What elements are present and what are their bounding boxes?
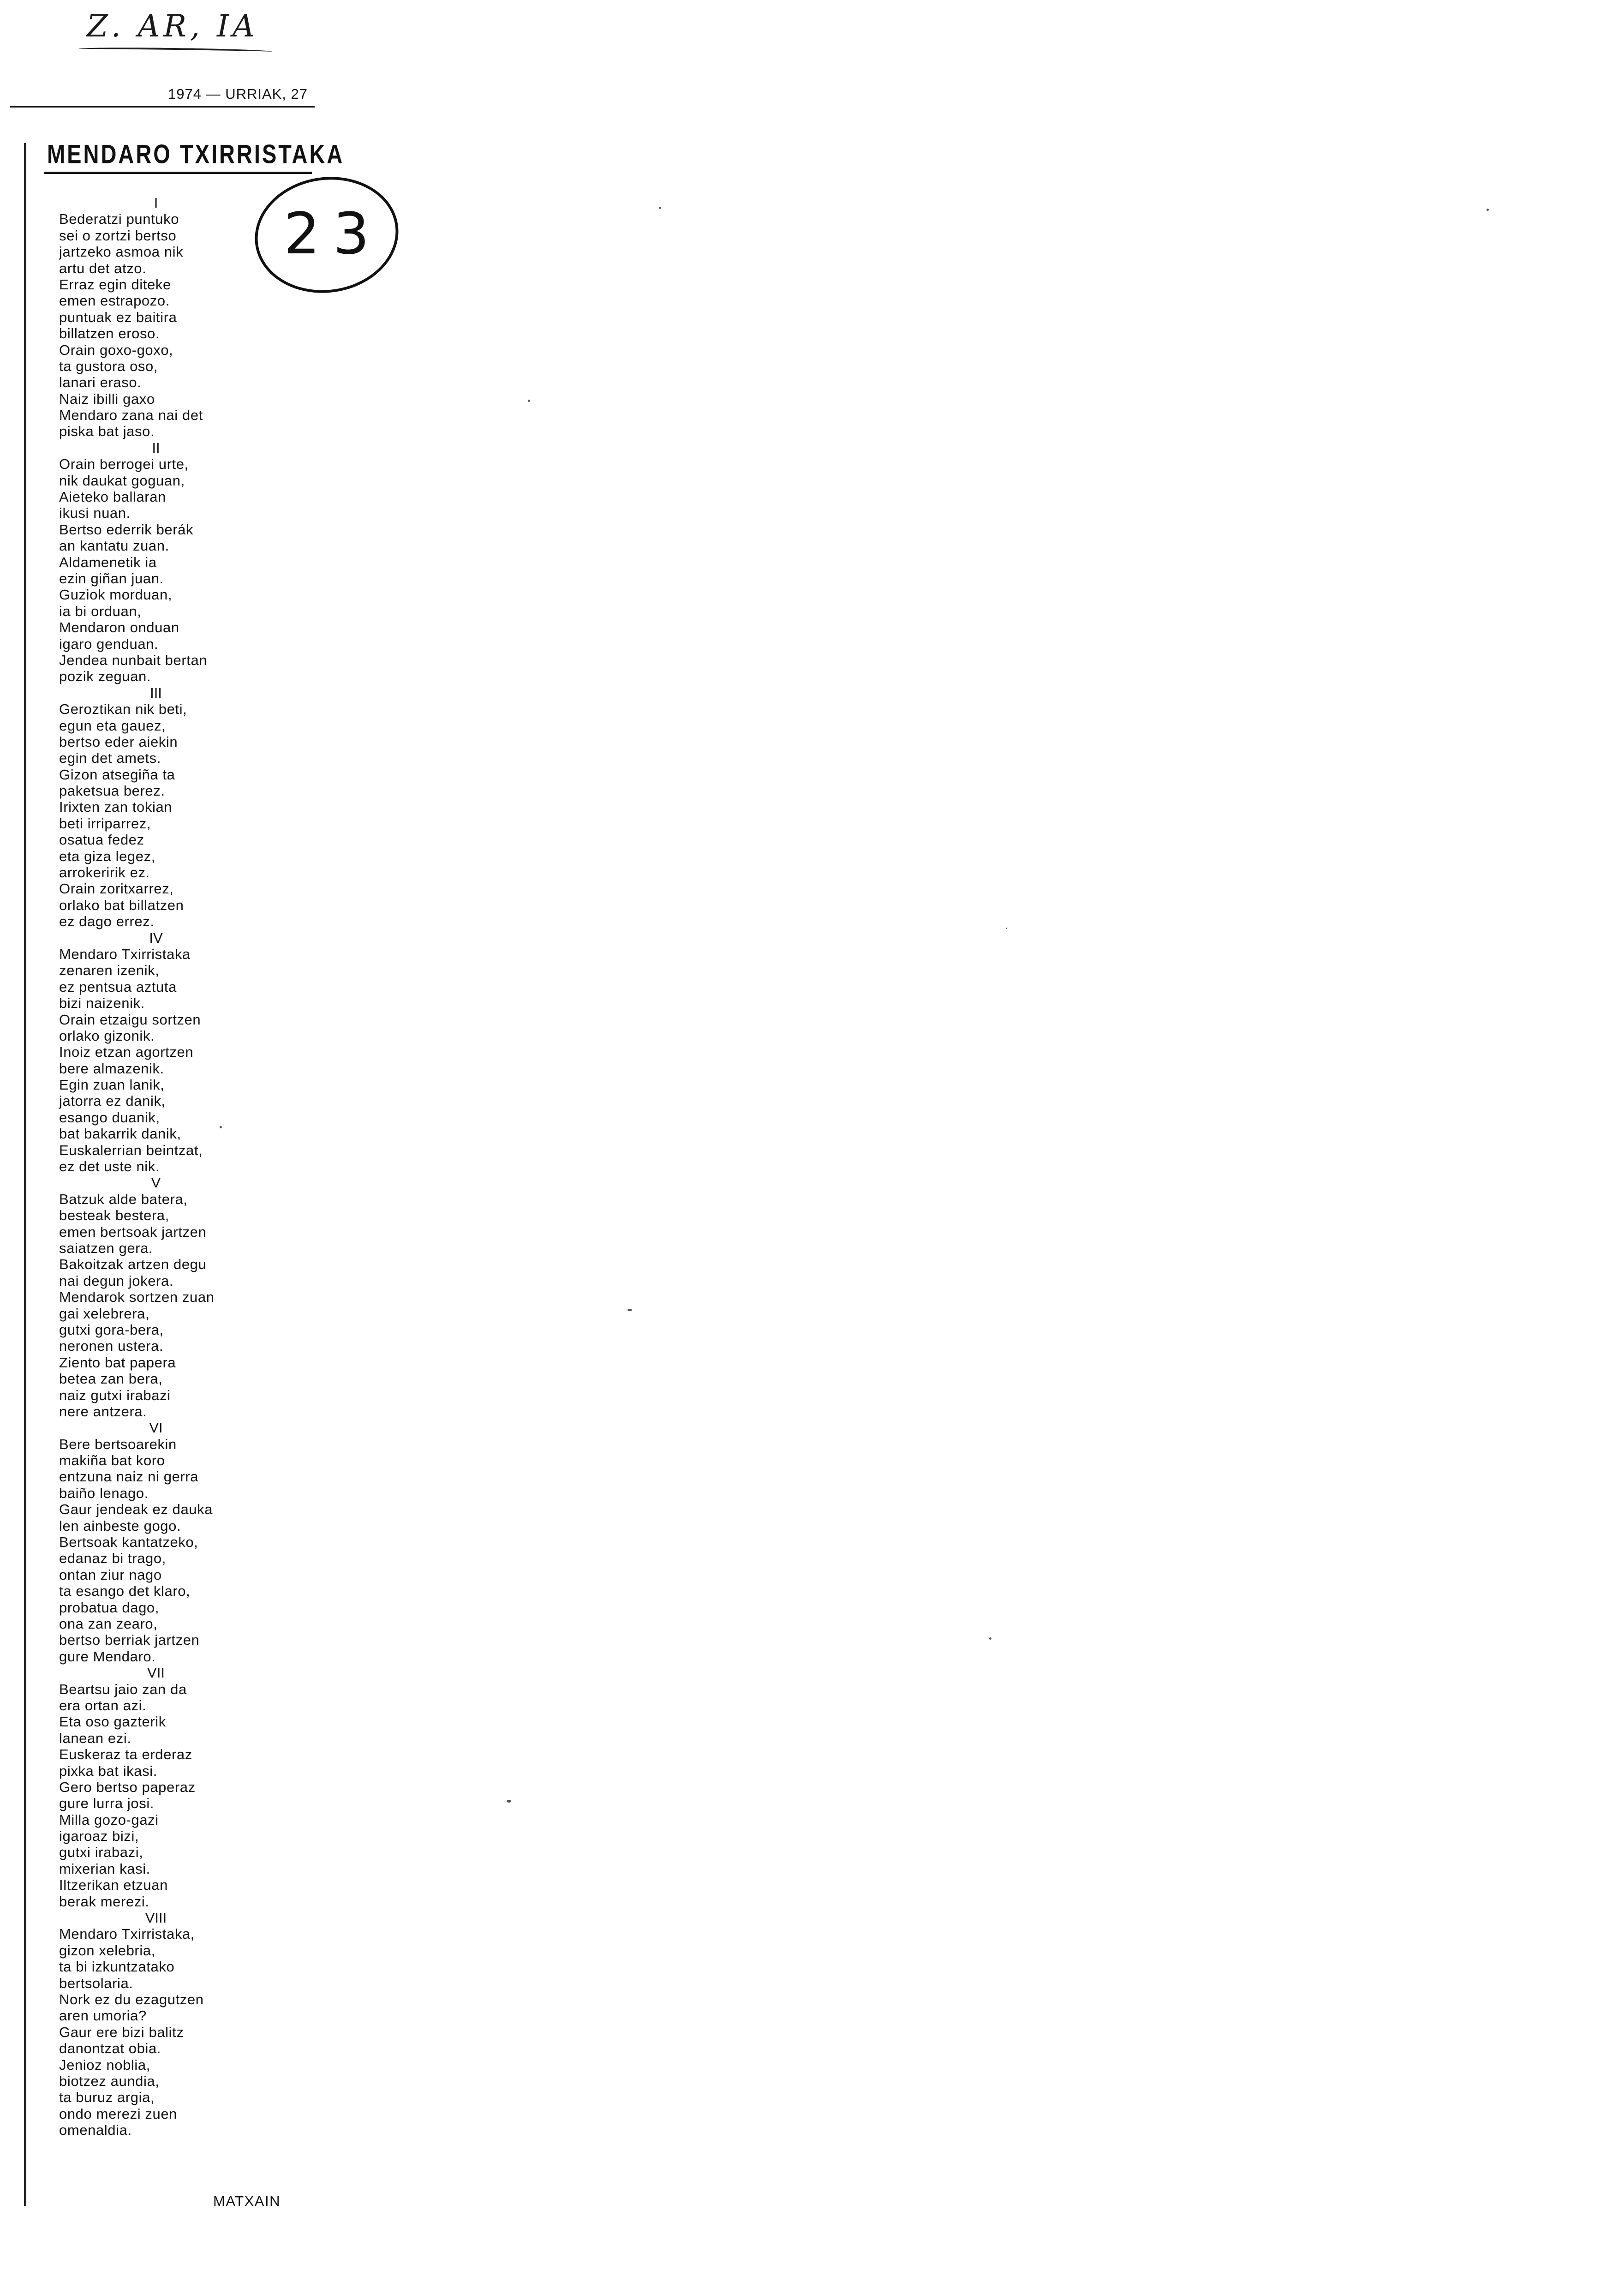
verse-line: orlako bat billatzen [59, 897, 184, 913]
verse-line: pixka bat ikasi. [59, 1762, 157, 1779]
verse-line: Bakoitzak artzen degu [59, 1256, 207, 1273]
verse-line: orlako gizonik. [59, 1027, 155, 1044]
verse-line: Mendaro Txirristaka, [59, 1926, 195, 1942]
headline-rule [44, 172, 312, 174]
verse-line: igaroaz bizi, [59, 1828, 139, 1845]
scan-speck [989, 1637, 991, 1640]
verse-line: Guziok morduan, [59, 587, 173, 603]
poem-column [59, 195, 253, 2138]
scan-speck [507, 1800, 511, 1803]
verse-line: ez dago errez. [59, 913, 155, 930]
verse-line: danontzat obia. [59, 2040, 161, 2057]
stanza-number: VIII [145, 1910, 167, 1926]
verse-line: ta gustora oso, [59, 358, 158, 374]
verse-line: baiño lenago. [59, 1485, 149, 1501]
verse-line: osatua fedez [59, 832, 144, 848]
verse-line: Mendaro Txirristaka [59, 946, 191, 962]
top-rule [10, 106, 315, 108]
scan-speck [1487, 209, 1489, 211]
verse-line: Gaur jendeak ez dauka [59, 1501, 213, 1518]
circled-page-number [247, 168, 406, 302]
verse-line: era ortan azi. [59, 1697, 147, 1714]
author-signature: MATXAIN [213, 2193, 281, 2209]
verse-line: piska bat jaso. [59, 423, 155, 440]
verse-line: paketsua berez. [59, 783, 165, 799]
verse-line: Bederatzi puntuko [59, 211, 179, 228]
verse-line: mixerian kasi. [59, 1860, 150, 1877]
verse-line: makiña bat koro [59, 1452, 165, 1469]
verse-line: artu det atzo. [59, 260, 147, 276]
verse-line: ta buruz argia, [59, 2089, 155, 2106]
verse-line: Orain etzaigu sortzen [59, 1011, 201, 1028]
verse-line: Eta oso gazterik [59, 1714, 166, 1730]
verse-line: puntuak ez baitira [59, 309, 177, 325]
dateline: 1974 — URRIAK, 27 [168, 86, 308, 102]
verse-line: Gizon atsegiña ta [59, 766, 175, 783]
handwritten-underline [78, 47, 272, 54]
verse-line: Mendaron onduan [59, 619, 179, 636]
verse-line: ontan ziur nago [59, 1566, 162, 1583]
verse-line: naiz gutxi irabazi [59, 1387, 171, 1403]
verse-line: ta esango det klaro, [59, 1583, 191, 1600]
page-number-text: 23 [283, 201, 382, 268]
verse-line: Aldamenetik ia [59, 554, 157, 570]
verse-line: lanean ezi. [59, 1730, 131, 1746]
verse-line: Mendarok sortzen zuan [59, 1289, 215, 1306]
verse-line: bere almazenik. [59, 1060, 164, 1077]
stanza-number: I [154, 195, 158, 211]
verse-line: gai xelebrera, [59, 1305, 150, 1322]
verse-line: gure Mendaro. [59, 1648, 156, 1665]
headline: MENDARO TXIRRISTAKA [47, 139, 345, 169]
verse-line: sei o zortzi bertso [59, 227, 177, 244]
verse-line: pozik zeguan. [59, 668, 151, 685]
verse-line: Orain berrogei urte, [59, 456, 189, 473]
verse-line: berak merezi. [59, 1893, 149, 1910]
verse-line: Euskalerrian beintzat, [59, 1142, 203, 1158]
verse-line: ez det uste nik. [59, 1158, 160, 1175]
verse-line: biotzez aundia, [59, 2073, 160, 2089]
verse-line: omenaldia. [59, 2122, 132, 2139]
verse-line: besteak bestera, [59, 1207, 169, 1224]
verse-line: Bertsoak kantatzeko, [59, 1534, 198, 1551]
verse-line: Jendea nunbait bertan [59, 652, 208, 668]
verse-line: probatua dago, [59, 1599, 159, 1616]
verse-line: betea zan bera, [59, 1371, 163, 1387]
verse-line: bertso eder aiekin [59, 733, 178, 750]
stanza-number: IV [149, 929, 163, 946]
verse-line: Orain zoritxarrez, [59, 881, 174, 897]
handwritten-label: Z. AR, IA [87, 8, 258, 44]
verse-line: bertso berriak jartzen [59, 1632, 200, 1648]
scan-speck [659, 207, 661, 209]
scan-speck [1006, 928, 1007, 929]
verse-line: Gaur ere bizi balitz [59, 2024, 184, 2040]
verse-line: beti irriparrez, [59, 815, 151, 832]
verse-line: edanaz bi trago, [59, 1550, 166, 1567]
verse-line: Egin zuan lanik, [59, 1077, 165, 1093]
verse-line: Naiz ibilli gaxo [59, 390, 155, 407]
verse-line: bat bakarrik danik, [59, 1126, 181, 1142]
verse-line: Jenioz noblia, [59, 2056, 150, 2073]
verse-line: bizi naizenik. [59, 995, 145, 1012]
scan-speck [528, 400, 530, 402]
verse-line: Euskeraz ta erderaz [59, 1746, 192, 1763]
stanza-number: VI [149, 1420, 163, 1436]
verse-line: Bertso ederrik berák [59, 521, 194, 538]
verse-line: saiatzen gera. [59, 1240, 153, 1256]
verse-line: ta bi izkuntzatako [59, 1959, 175, 1975]
verse-line: Gero bertso paperaz [59, 1779, 196, 1795]
stanza-number: III [150, 684, 162, 701]
verse-line: Aieteko ballaran [59, 489, 166, 505]
verse-line: arrokeririk ez. [59, 864, 150, 881]
scan-speck [627, 1309, 632, 1311]
verse-line: gutxi irabazi, [59, 1844, 143, 1861]
stanza-number: II [152, 439, 160, 456]
verse-line: Erraz egin diteke [59, 276, 171, 293]
verse-line: len ainbeste gogo. [59, 1517, 181, 1534]
verse-line: Ziento bat papera [59, 1354, 176, 1371]
verse-line: esango duanik, [59, 1109, 160, 1126]
verse-line: gizon xelebria, [59, 1942, 155, 1959]
verse-line: Nork ez du ezagutzen [59, 1991, 204, 2007]
verse-line: jatorra ez danik, [59, 1093, 166, 1109]
verse-line: Inoiz etzan agortzen [59, 1044, 194, 1061]
verse-line: gutxi gora-bera, [59, 1321, 164, 1338]
verse-line: entzuna naiz ni gerra [59, 1468, 199, 1485]
verse-line: neronen ustera. [59, 1338, 164, 1354]
verse-line: Geroztikan nik beti, [59, 701, 187, 718]
verse-line: Mendaro zana nai det [59, 407, 203, 424]
verse-line: nai degun jokera. [59, 1272, 174, 1289]
column-left-bar [24, 143, 26, 2206]
verse-line: Orain goxo-goxo, [59, 342, 173, 358]
verse-line: nik daukat goguan, [59, 472, 185, 489]
verse-line: emen bertsoak jartzen [59, 1223, 207, 1240]
verse-line: jartzeko asmoa nik [59, 244, 184, 260]
verse-line: nere antzera. [59, 1403, 147, 1420]
verse-line: Iltzerikan etzuan [59, 1877, 168, 1894]
verse-line: eta giza legez, [59, 848, 155, 864]
verse-line: billatzen eroso. [59, 325, 160, 342]
verse-line: ezin giñan juan. [59, 570, 164, 587]
stanza-number: V [151, 1174, 161, 1191]
verse-line: emen estrapozo. [59, 293, 170, 309]
verse-line: Milla gozo-gazi [59, 1811, 159, 1828]
verse-line: Bere bertsoarekin [59, 1436, 177, 1452]
scan-speck [220, 1126, 222, 1128]
verse-line: igaro genduan. [59, 635, 159, 652]
stanza-number: VII [147, 1665, 165, 1681]
verse-line: gure lurra josi. [59, 1795, 155, 1812]
verse-line: egin det amets. [59, 750, 161, 767]
verse-line: Irixten zan tokian [59, 799, 173, 815]
verse-line: egun eta gauez, [59, 717, 166, 734]
verse-line: aren umoria? [59, 2007, 147, 2024]
verse-line: Batzuk alde batera, [59, 1191, 188, 1207]
verse-line: bertsolaria. [59, 1975, 133, 1991]
verse-line: ikusi nuan. [59, 505, 131, 521]
verse-line: zenaren izenik, [59, 962, 160, 979]
verse-line: ona zan zearo, [59, 1615, 158, 1632]
verse-line: an kantatu zuan. [59, 538, 169, 554]
verse-line: Beartsu jaio zan da [59, 1681, 187, 1697]
verse-line: lanari eraso. [59, 374, 142, 391]
verse-line: ia bi orduan, [59, 603, 142, 619]
verse-line: ondo merezi zuen [59, 2105, 178, 2122]
verse-line: ez pentsua aztuta [59, 978, 177, 995]
